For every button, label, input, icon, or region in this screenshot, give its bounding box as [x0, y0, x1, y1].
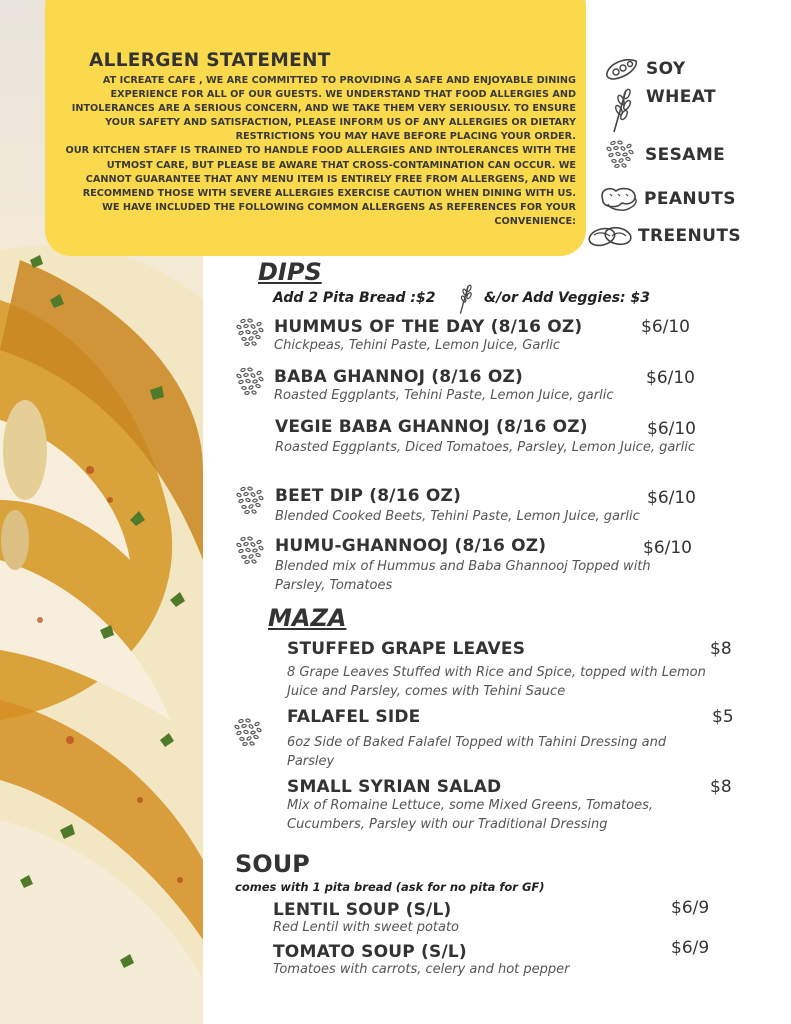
peanut-icon [598, 184, 642, 214]
allergen-paragraph: WE HAVE INCLUDED THE FOLLOWING COMMON ALLERGENS AS REFERENCES FOR YOUR CONVENIENCE: [102, 201, 576, 227]
sesame-icon [234, 536, 266, 566]
legend-label: WHEAT [646, 87, 717, 107]
soy-icon [604, 55, 640, 83]
legend-peanuts [598, 184, 736, 214]
menu-item-price: $6/10 [646, 368, 695, 388]
sesame-icon [234, 318, 266, 348]
menu-item-desc: 6oz Side of Baked Falafel Topped with Tahini Dressing and Parsley [287, 735, 667, 769]
legend-label: TREENUTS [638, 226, 741, 246]
veggies-addon: &/or Add Veggies: $3 [484, 290, 650, 306]
allergen-paragraph: OUR KITCHEN STAFF IS TRAINED TO HANDLE FOOD ALLERGIES AND INTOLERANCES WITH THE UTMOST CARE, BUT PLEASE BE AWARE THAT CROSS-CONTAMINATION CAN OCCUR. WE CANNOT GUARANTEE THAT ANY MENU ITEM IS ENTIRELY FREE FROM ALLERGENS, AND WE RECOMMEND THOSE WITH SEVERE ALLERGIES EXERCISE CAUTION WHEN DINING WITH US. [65, 145, 576, 199]
menu-item-name: VEGIE BABA GHANNOJ (8/16 OZ) [275, 417, 588, 437]
menu-item-price: $8 [710, 777, 732, 797]
menu-item-name: FALAFEL SIDE [287, 707, 421, 727]
menu-item-name: HUMMUS OF THE DAY (8/16 OZ) [274, 317, 583, 337]
sesame-icon [604, 140, 636, 170]
menu-item-desc: Roasted Eggplants, Diced Tomatoes, Parsley, Lemon Juice, garlic [275, 440, 696, 455]
sesame-icon [232, 718, 264, 748]
treenut-icon [586, 222, 634, 250]
menu-item-price: $6/10 [647, 419, 696, 439]
allergen-title: ALLERGEN STATEMENT [89, 50, 331, 71]
menu-item-price: $6/10 [643, 538, 692, 558]
menu-item-price: $6/10 [641, 317, 690, 337]
menu-item-desc: Blended Cooked Beets, Tehini Paste, Lemon Juice, garlic [275, 509, 640, 524]
soup-title: SOUP [235, 850, 310, 878]
menu-item-name: HUMU-GHANNOOJ (8/16 OZ) [275, 536, 547, 556]
maza-title: MAZA [268, 604, 347, 632]
menu-item-name: TOMATO SOUP (S/L) [273, 942, 467, 962]
menu-item-price: $8 [710, 639, 732, 659]
menu-item-price: $5 [712, 707, 734, 727]
menu-item-desc: Chickpeas, Tehini Paste, Lemon Juice, Garlic [274, 338, 561, 353]
legend-wheat [608, 86, 716, 134]
menu-item-price: $6/10 [647, 488, 696, 508]
wheat-icon [455, 283, 475, 315]
menu-item-price: $6/9 [671, 898, 710, 918]
menu-item-name: STUFFED GRAPE LEAVES [287, 639, 526, 659]
sesame-icon [234, 367, 266, 397]
legend-treenuts [586, 222, 741, 250]
allergen-paragraph: AT ICREATE CAFE , WE ARE COMMITTED TO PROVIDING A SAFE AND ENJOYABLE DINING EXPERIENCE FOR ALL OF OUR GUESTS. WE UNDERSTAND THAT FOOD ALLERGIES AND INTOLERANCES ARE A SERIOUS CONCERN, AND WE TAKE THEM VERY SERIOUSLY. TO ENSURE YOUR SAFETY AND SATISFACTION, PLEASE INFORM US OF ANY ALLERGIES OR DIETARY RESTRICTIONS YOU MAY HAVE BEFORE PLACING YOUR ORDER. [71, 75, 576, 143]
legend-label: SESAME [645, 145, 726, 165]
menu-item-desc: Red Lentil with sweet potato [273, 920, 460, 935]
pita-addon: Add 2 Pita Bread :$2 [273, 290, 436, 306]
allergen-body [60, 74, 576, 229]
dips-title: DIPS [258, 258, 322, 286]
wheat-icon [608, 86, 634, 134]
legend-label: SOY [646, 59, 686, 79]
menu-item-name: BEET DIP (8/16 OZ) [275, 486, 462, 506]
menu-item-name: SMALL SYRIAN SALAD [287, 777, 502, 797]
menu-item-desc: Blended mix of Hummus and Baba Ghannooj Topped with Parsley, Tomatoes [275, 559, 651, 593]
legend-label: PEANUTS [644, 189, 736, 209]
menu-item-desc: Tomatoes with carrots, celery and hot pepper [273, 962, 570, 977]
menu-item-desc: 8 Grape Leaves Stuffed with Rice and Spice, topped with Lemon Juice and Parsley, comes with Tehini Sauce [287, 665, 706, 699]
menu-item-desc: Mix of Romaine Lettuce, some Mixed Greens, Tomatoes, Cucumbers, Parsley with our Traditional Dressing [287, 798, 653, 832]
sesame-icon [234, 486, 266, 516]
soup-note: comes with 1 pita bread (ask for no pita for GF) [235, 880, 545, 894]
legend-soy [604, 55, 686, 83]
menu-item-price: $6/9 [671, 938, 710, 958]
legend-sesame [604, 140, 725, 170]
menu-item-desc: Roasted Eggplants, Tehini Paste, Lemon Juice, garlic [274, 388, 614, 403]
menu-item-name: LENTIL SOUP (S/L) [273, 900, 452, 920]
menu-item-name: BABA GHANNOJ (8/16 OZ) [274, 367, 523, 387]
